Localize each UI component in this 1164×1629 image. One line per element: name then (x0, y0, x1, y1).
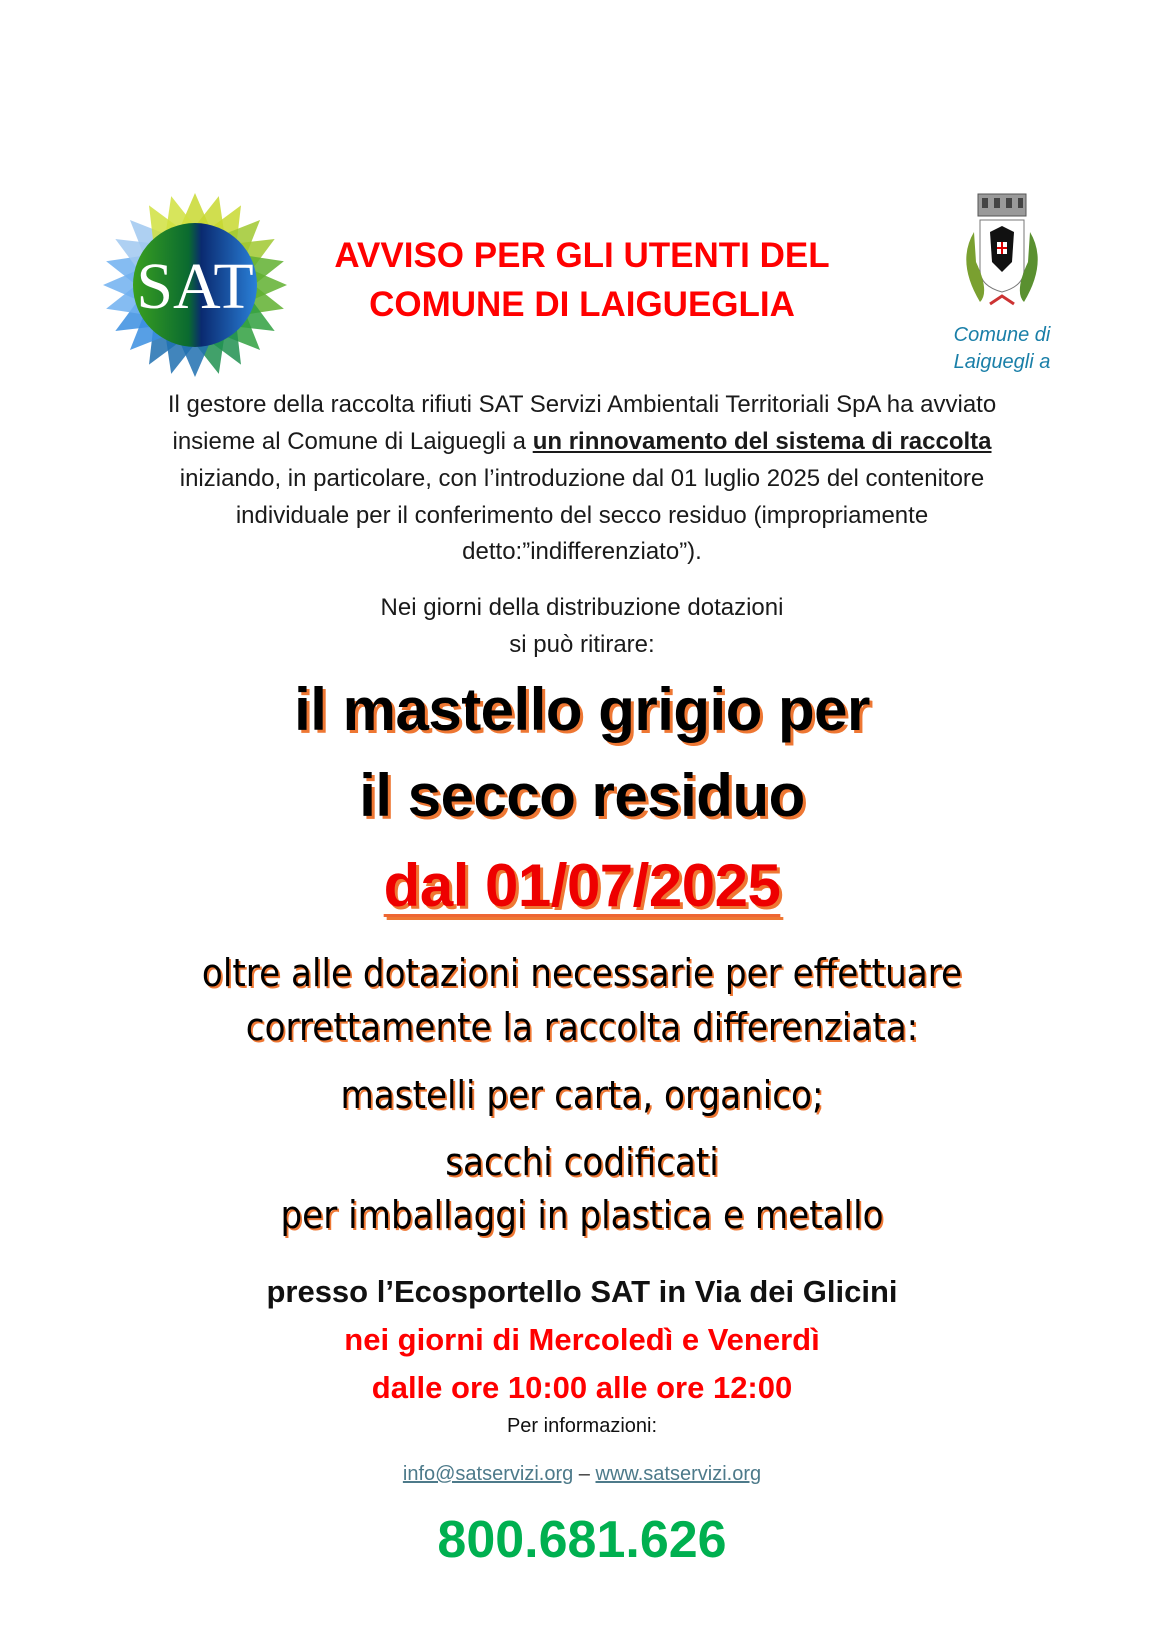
crest-caption-line1: Comune di (953, 324, 1051, 346)
intro-line2 (0, 425, 1164, 459)
intro-highlight: un rinnovamento del sistema di raccolta (532, 428, 992, 455)
headline-line1: il mastello grigio per (294, 676, 870, 743)
distribution-line2: si può ritirare: (509, 631, 655, 658)
distribution-line1: Nei giorni della distribuzione dotazioni (380, 594, 784, 621)
headline-line2: il secco residuo (359, 762, 805, 829)
email-link[interactable]: info@satservizi.org (402, 1463, 574, 1485)
contact-links (0, 1460, 1164, 1488)
svg-text:SAT: SAT (136, 250, 254, 323)
extras-line4: sacchi codificati (445, 1140, 719, 1184)
extras-line5: per imballaggi in plastica e metallo (280, 1193, 884, 1237)
comune-crest (950, 192, 1054, 320)
intro-line3: iniziando, in particolare, con l’introduzione dal 01 luglio 2025 del contenitore (179, 465, 985, 492)
notice-title-line2: COMUNE DI LAIGUEGLIA (369, 285, 795, 324)
phone-number: 800.681.626 (437, 1511, 727, 1569)
extras-line2: correttamente la raccolta differenziata: (245, 1005, 919, 1049)
intro-line5: detto:”indifferenziato”). (462, 538, 702, 565)
extras-line1: oltre alle dotazioni necessarie per effettuare (201, 951, 963, 995)
headline-date: dal 01/07/2025 (383, 852, 781, 919)
notice-title-line1: AVVISO PER GLI UTENTI DEL (334, 236, 830, 275)
info-label: Per informazioni: (506, 1415, 658, 1437)
intro-line1: Il gestore della raccolta rifiuti SAT Servizi Ambientali Territoriali SpA ha avviato (167, 391, 997, 418)
crest-icon (950, 192, 1054, 320)
location-hours: dalle ore 10:00 alle ore 12:00 (371, 1370, 793, 1405)
location-days: nei giorni di Mercoledì e Venerdì (344, 1322, 820, 1357)
location-place: presso l’Ecosportello SAT in Via dei Glicini (266, 1274, 898, 1309)
link-separator: – (573, 1463, 596, 1485)
website-link[interactable]: www.satservizi.org (595, 1463, 762, 1485)
intro-line2-text: insieme al Comune di Laiguegli a (172, 428, 533, 455)
intro-line4: individuale per il conferimento del secco residuo (impropriamente (235, 502, 929, 529)
extras-line3: mastelli per carta, organico; (340, 1073, 824, 1117)
crest-caption-line2: Laiguegli a (953, 351, 1051, 373)
